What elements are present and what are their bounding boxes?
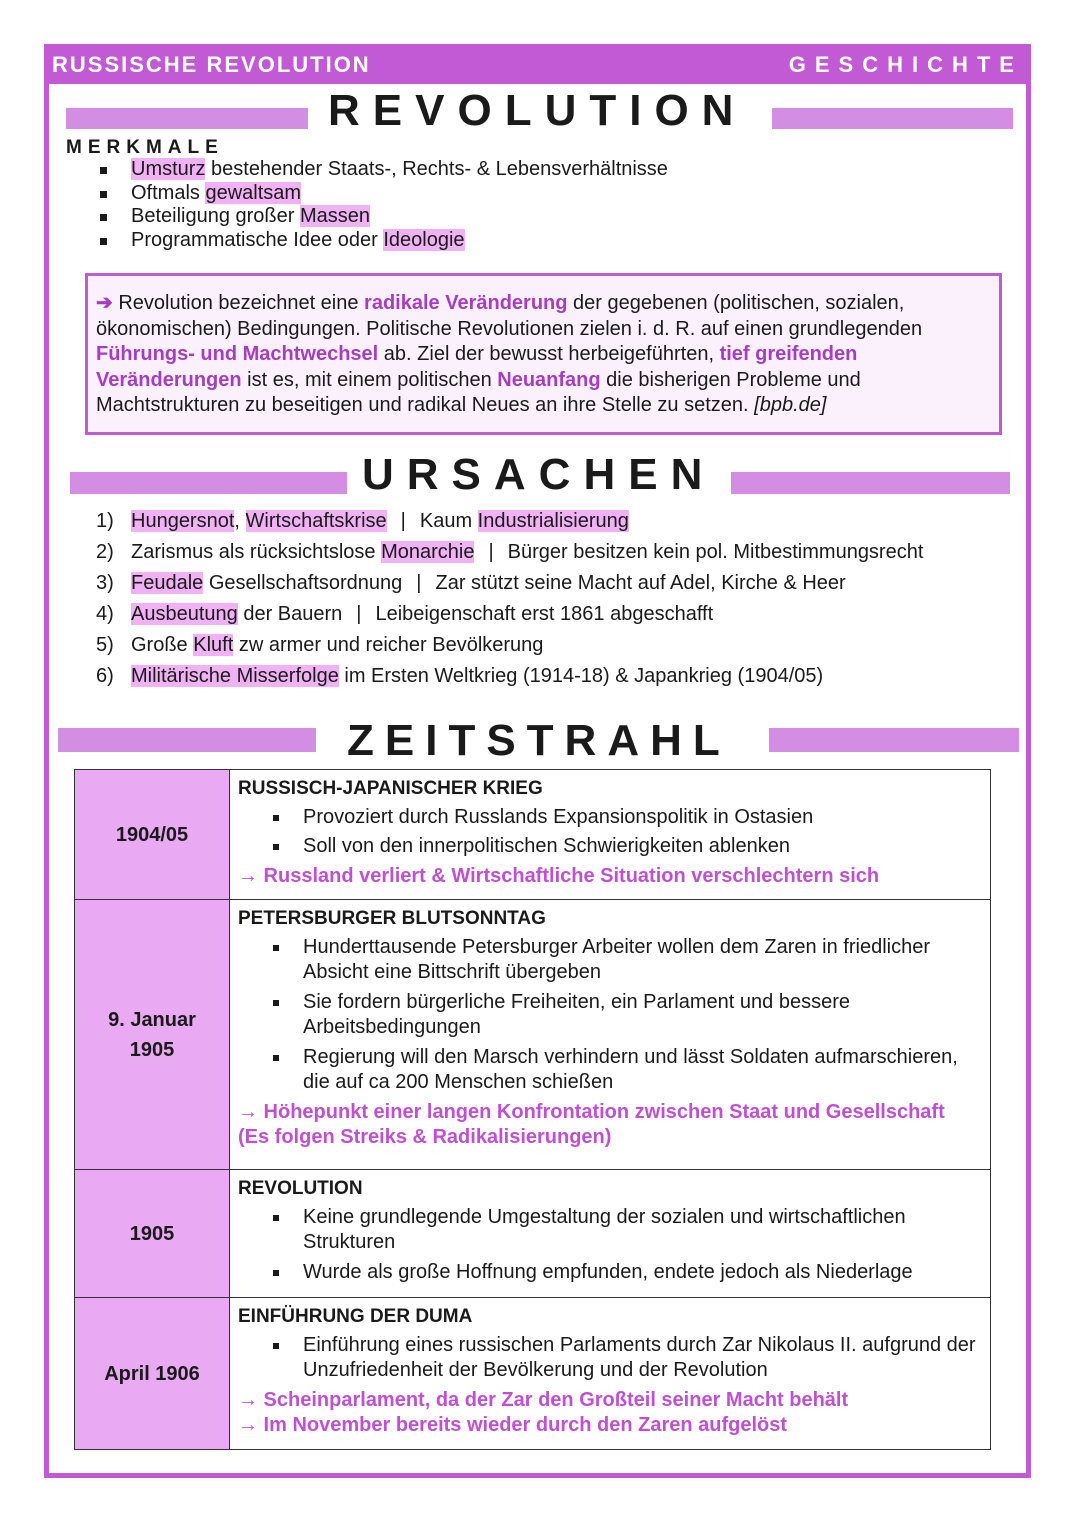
title-bar-left [66, 108, 308, 129]
section-title-ursachen: URSACHEN [362, 450, 716, 499]
list-item: Soll von den innerpolitischen Schwierigkeiten ablenken [238, 834, 980, 860]
timeline-date: 1905 [75, 1170, 230, 1298]
ursachen-list [96, 506, 923, 692]
merkmale-heading: MERKMALE [66, 137, 224, 158]
title-bar-right [769, 728, 1019, 752]
timeline-date: April 1906 [75, 1298, 230, 1450]
title-bar-left [70, 472, 347, 494]
title-bar-right [772, 108, 1013, 129]
table-row [75, 1170, 991, 1298]
header-topic: RUSSISCHE REVOLUTION [52, 52, 371, 77]
timeline-date: 1904/05 [75, 770, 230, 900]
arrow-icon: ➔ [96, 292, 113, 314]
list-item: 5) Große Kluft zw armer und reicher Bevölkerung [96, 634, 544, 656]
timeline-content [230, 770, 991, 900]
list-item: Provoziert durch Russlands Expansionspolitik in Ostasien [238, 805, 980, 831]
title-bar-right [731, 472, 1010, 494]
header-bar [44, 44, 1031, 84]
event-title: REVOLUTION [238, 1178, 363, 1199]
list-item: Einführung eines russischen Parlaments durch Zar Nikolaus II. aufgrund der Unzufriedenheit der Bevölkerung und der Revolution [238, 1333, 980, 1384]
list-item: 1) Hungersnot, Wirtschaftskrise | Kaum Industrialisierung [96, 510, 629, 532]
list-item: 2) Zarismus als rücksichtslose Monarchie | Bürger besitzen kein pol. Mitbestimmungsrecht [96, 541, 924, 563]
list-item: Programmatische Idee oder Ideologie [96, 229, 668, 253]
list-item: Regierung will den Marsch verhindern und lässt Soldaten aufmarschieren, die auf ca 200 Menschen schießen [238, 1045, 980, 1096]
timeline-table [74, 769, 991, 1450]
source-citation: [bpb.de] [754, 394, 827, 416]
list-item: Sie fordern bürgerliche Freiheiten, ein Parlament und bessere Arbeitsbedingungen [238, 990, 980, 1041]
event-conclusion: → Im November bereits wieder durch den Zaren aufgelöst [238, 1414, 788, 1436]
list-item: 3) Feudale Gesellschaftsordnung | Zar stützt seine Macht auf Adel, Kirche & Heer [96, 572, 846, 594]
event-title: PETERSBURGER BLUTSONNTAG [238, 908, 546, 929]
header-subject: GESCHICHTE [788, 52, 1023, 77]
list-item: Beteiligung großer Massen [96, 205, 668, 229]
list-item: Umsturz bestehender Staats-, Rechts- & Lebensverhältnisse [96, 158, 668, 182]
section-title-revolution: REVOLUTION [328, 86, 747, 135]
event-conclusion: → Russland verliert & Wirtschaftliche Situation verschlechtern sich [238, 864, 880, 887]
list-item: 4) Ausbeutung der Bauern | Leibeigenschaft erst 1861 abgeschafft [96, 603, 714, 625]
timeline-content [230, 1298, 991, 1450]
section-title-zeitstrahl: ZEITSTRAHL [347, 716, 731, 765]
list-item: Keine grundlegende Umgestaltung der sozialen und wirtschaftlichen Strukturen [238, 1205, 980, 1256]
merkmale-list [96, 158, 668, 252]
timeline-content [230, 900, 991, 1170]
event-conclusion: → Scheinparlament, da der Zar den Großteil seiner Macht behält [238, 1388, 849, 1411]
table-row [75, 1298, 991, 1450]
table-row [75, 900, 991, 1170]
list-item: Wurde als große Hoffnung empfunden, endete jedoch als Niederlage [238, 1260, 980, 1286]
timeline-date: 9. Januar 1905 [75, 900, 230, 1170]
list-item: 6) Militärische Misserfolge im Ersten Weltkrieg (1914-18) & Japankrieg (1904/05) [96, 665, 824, 687]
title-bar-left [58, 728, 316, 752]
event-title: EINFÜHRUNG DER DUMA [238, 1306, 473, 1327]
event-title: RUSSISCH-JAPANISCHER KRIEG [238, 778, 543, 799]
list-item: Oftmals gewaltsam [96, 182, 668, 206]
event-conclusion: → Höhepunkt einer langen Konfrontation zwischen Staat und Gesellschaft (Es folgen Streiks & Radikalisierungen) [238, 1100, 945, 1148]
timeline-content [230, 1170, 991, 1298]
table-row [75, 770, 991, 900]
list-item: Hunderttausende Petersburger Arbeiter wollen dem Zaren in friedlicher Absicht eine Bittschrift übergeben [238, 935, 980, 986]
definition-box: ➔ Revolution bezeichnet eine radikale Veränderung der gegebenen (politischen, sozialen, ökonomischen) Bedingungen. Politische Revolutionen zielen i. d. R. auf einen grundlegenden Führungs- und Machtwechsel ab. Ziel der bewusst herbeigeführten, tief greifenden Veränderungen ist es, mit einem politischen Neuanfang die bisherigen Probleme und Machtstrukturen zu beseitigen und radikal Neues an ihre Stelle zu setzen. [bpb.de] [85, 273, 1002, 435]
